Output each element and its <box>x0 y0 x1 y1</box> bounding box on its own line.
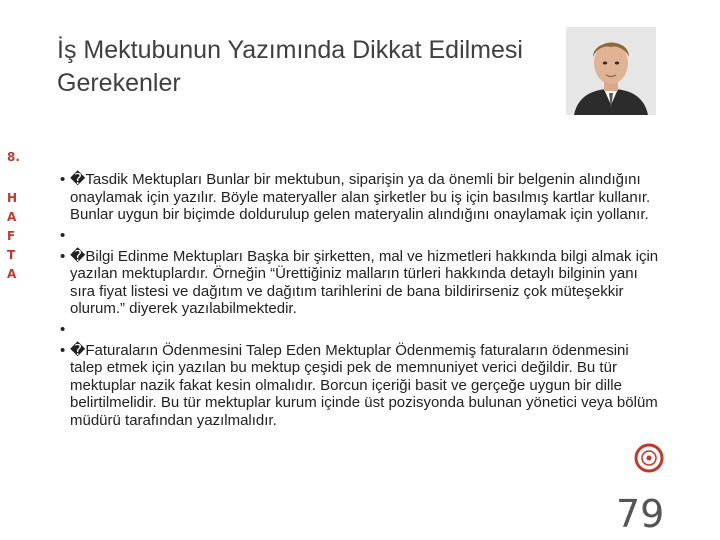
bullet-text: �Faturaların Ödenmesini Talep Eden Mektuplar Ödenmemiş faturaların ödenmesini talep etmek için yazılan bu mektup çeşidi pek de memnuniyet verici değildir. Bu tür mektuplar nazik fakat kesin olmalıdır. Borcun içeriği basit ve gerçeğe uygun bir dille belirtilmelidir. Bu tür mektuplar kurum içinde üst pozisyonda bulunan yönetici veya bölüm müdürü tarafından yazılmalıdır. <box>70 341 658 429</box>
page-number: 79 <box>616 492 665 536</box>
sidebar-week-label <box>7 150 20 284</box>
week-letter: T <box>7 248 16 262</box>
bullet-text <box>70 321 660 339</box>
bullet-item-empty <box>60 227 660 245</box>
bullet-marker: • <box>60 226 66 244</box>
week-letter: A <box>7 210 17 224</box>
bullet-marker: • <box>60 247 66 265</box>
week-number: 8. <box>7 150 20 164</box>
slide-title-line-1: İş Mektubunun Yazımında Dikkat Edilmesi <box>57 36 523 64</box>
bullet-text <box>70 227 660 245</box>
bullet-item <box>60 248 660 318</box>
bullet-item-empty <box>60 321 660 339</box>
bullet-item <box>60 171 660 224</box>
bullet-text: �Bilgi Edinme Mektupları Başka bir şirketten, mal ve hizmetleri hakkında bilgi almak için yazılan mektuplardır. Örneğin “Ürettiğiniz malların türleri hakkında detaylı bilginin yanı sıra fiyat listesi ve dağıtım ve dağıtım tarihlerini de bana bildirirseniz çok müteşekkir olurum.” diyerek yazılabilmektedir. <box>70 247 659 317</box>
bullet-marker: • <box>60 171 66 188</box>
bullet-text: �Tasdik Mektupları Bunlar bir mektubun, siparişin ya da önemli bir belgenin alındığını onaylamak için yazılır. Böyle materyaller alan şirketler bu iş için basılmış kartlar kullanır. Bunlar uygun bir biçimde doldurulup gelen materyalin alındığını onaylamak için yollanır. <box>70 171 651 223</box>
slide-title-line-2: Gerekenler <box>57 69 181 97</box>
author-photo <box>566 27 656 115</box>
slide-body <box>60 171 660 429</box>
slide-title <box>57 34 557 100</box>
bullet-item <box>60 342 660 430</box>
bullet-marker: • <box>60 320 66 338</box>
portrait-image <box>566 27 656 115</box>
university-seal-icon <box>634 443 664 473</box>
bullet-marker: • <box>60 341 66 359</box>
week-letter: H <box>7 191 18 205</box>
week-letter: F <box>7 229 16 243</box>
week-letter: A <box>7 267 17 281</box>
